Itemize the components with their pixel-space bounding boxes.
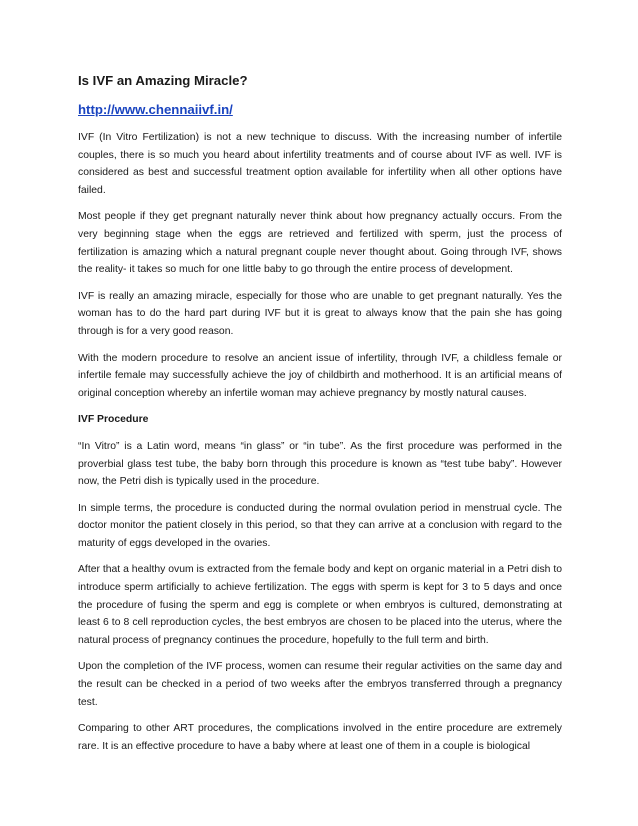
document-title: Is IVF an Amazing Miracle? bbox=[78, 73, 248, 88]
procedure-paragraph-3: After that a healthy ovum is extracted from the female body and kept on organic material in a Petri dish to introduce sperm artificially to achieve fertilization. The eggs with sperm is kept for 3 to 5 days and once the procedure of fusing the sperm and egg is complete or when embryos is cultured, demonstrating at least 6 to 8 cell reproduction cycles, the best embryos are chosen to be placed into the uterus, where the natural process of pregnancy continues the procedure, hopefully to the full term and birth. bbox=[78, 564, 562, 646]
intro-paragraph-2: Most people if they get pregnant naturally never think about how pregnancy actually occurs. From the very beginning stage when the eggs are retrieved and fertilized with sperm, just the process of fertilization is amazing which a natural pregnant couple never thought about. Going through IVF, shows the reality- it takes so much for one little baby to go through the entire process of development. bbox=[78, 211, 562, 276]
intro-paragraph-1: IVF (In Vitro Fertilization) is not a new technique to discuss. With the increasing number of infertile couples, there is so much you heard about infertility treatments and of course about IVF as well. IVF is considered as best and successful treatment option available for infertility when all other options have failed. bbox=[78, 132, 562, 196]
procedure-paragraph-1: “In Vitro” is a Latin word, means “in glass” or “in tube”. As the first procedure was performed in the proverbial glass test tube, the baby born through this procedure is known as “test tube baby”. However now, the Petri dish is typically used in the procedure. bbox=[78, 440, 562, 488]
procedure-paragraph-4: Upon the completion of the IVF process, women can resume their regular activities on the same day and the result can be checked in a period of two weeks after the embryos transferred through a pregnancy test. bbox=[78, 661, 562, 708]
intro-paragraph-4: With the modern procedure to resolve an ancient issue of infertility, through IVF, a childless female or infertile female may successfully achieve the joy of childbirth and motherhood. It is an artificial means of original conception whereby an infertile woman may achieve pregnancy by mostly natural causes. bbox=[78, 352, 562, 399]
procedure-paragraph-2: In simple terms, the procedure is conducted during the normal ovulation period in menstrual cycle. The doctor monitor the patient closely in this period, so that they can arrive at a conclusion with regard to the maturity of eggs developed in the ovaries. bbox=[78, 502, 562, 549]
section-heading: IVF Procedure bbox=[78, 414, 149, 426]
intro-paragraph-3: IVF is really an amazing miracle, especially for those who are unable to get pregnant naturally. Yes the woman has to do the hard part during IVF but it is great to always know that the pain she has going through is for a very good reason. bbox=[78, 290, 562, 337]
document-page bbox=[78, 72, 562, 764]
procedure-paragraph-5: Comparing to other ART procedures, the complications involved in the entire procedure are extremely rare. It is an effective procedure to have a baby where at least one of them in a couple is biological bbox=[78, 723, 562, 752]
website-link[interactable]: http://www.chennaiivf.in/ bbox=[78, 102, 233, 117]
